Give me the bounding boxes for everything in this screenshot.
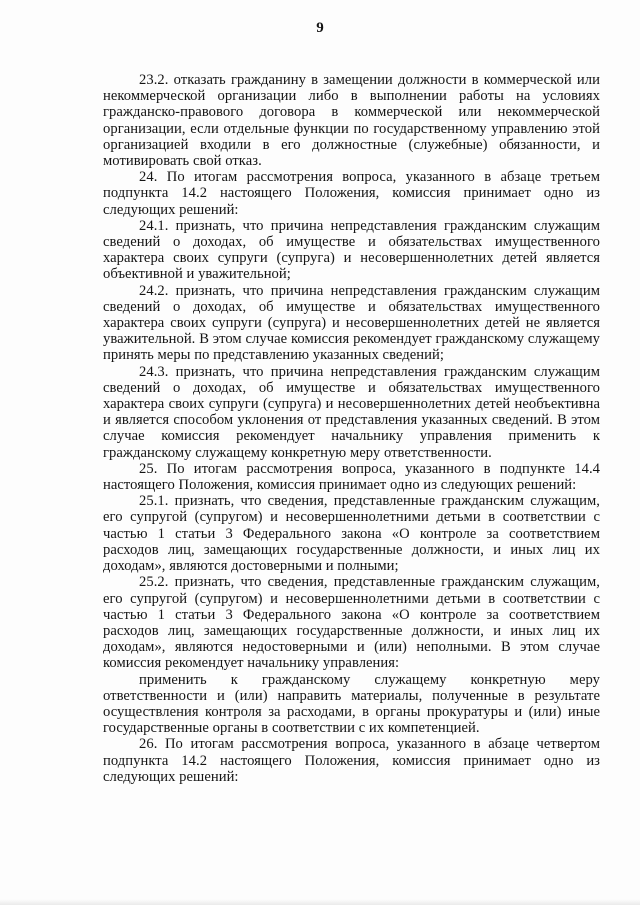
paragraph-25-1: 25.1. признать, что сведения, представленные гражданским служащим, его супругой (супругом) и несовершеннолетними детьми в соответствии с частью 1 статьи 3 Федерального закона «О контроле за соответствием расходов лиц, замещающих государственные должности, и иных лиц их доходам», являются достоверными и полными;: [103, 493, 600, 575]
paragraph-26: 26. По итогам рассмотрения вопроса, указанного в абзаце четвертом подпункта 14.2 настоящего Положения, комиссия принимает одно из следующих решений:: [103, 736, 600, 785]
paragraph-25-2: 25.2. признать, что сведения, представленные гражданским служащим, его супругой (супругом) и несовершеннолетними детьми в соответствии с частью 1 статьи 3 Федерального закона «О контроле за соответствием расходов лиц, замещающих государственные должности, и иных лиц их доходам», являются недостоверными и (или) неполными. В этом случае комиссия рекомендует начальнику управления:: [103, 574, 600, 672]
page-number: 9: [316, 20, 324, 36]
paragraph-24: 24. По итогам рассмотрения вопроса, указанного в абзаце третьем подпункта 14.2 настоящего Положения, комиссия принимает одно из следующих решений:: [103, 169, 600, 218]
paragraph-24-2: 24.2. признать, что причина непредставления гражданским служащим сведений о доходах, об имуществе и обязательствах имущественного характера своих супруги (супруга) и несовершеннолетних детей не является уважительной. В этом случае комиссия рекомендует гражданскому служащему принять меры по представлению указанных сведений;: [103, 282, 600, 364]
paragraph-25-2-action: применить к гражданскому служащему конкретную меру ответственности и (или) направить материалы, полученные в результате осуществления контроля за расходами, в органы прокуратуры и (или) иные государственные органы в соответствии с их компетенцией.: [103, 671, 600, 737]
paragraph-23-2: 23.2. отказать гражданину в замещении должности в коммерческой или некоммерческой организации либо в выполнении работы на условиях гражданско-правового договора в коммерческой или некоммерческой организации, если отдельные функции по государственному управлению этой организацией входили в его должностные (служебные) обязанности, и мотивировать свой отказ.: [103, 72, 600, 170]
document-body: [103, 72, 600, 785]
paragraph-24-1: 24.1. признать, что причина непредставления гражданским служащим сведений о доходах, об имуществе и обязательствах имущественного характера своих супруги (супруга) и несовершеннолетних детей является объективной и уважительной;: [103, 217, 600, 283]
paragraph-24-3: 24.3. признать, что причина непредставления гражданским служащим сведений о доходах, об имуществе и обязательствах имущественного характера своих супруги (супруга) и несовершеннолетних детей необъективна и является способом уклонения от представления указанных сведений. В этом случае комиссия рекомендует начальнику управления применить к гражданскому служащему конкретную меру ответственности.: [103, 363, 600, 461]
scan-edge-shadow: [0, 899, 640, 905]
paragraph-25: 25. По итогам рассмотрения вопроса, указанного в подпункте 14.4 настоящего Положения, комиссия принимает одно из следующих решений:: [103, 460, 600, 494]
